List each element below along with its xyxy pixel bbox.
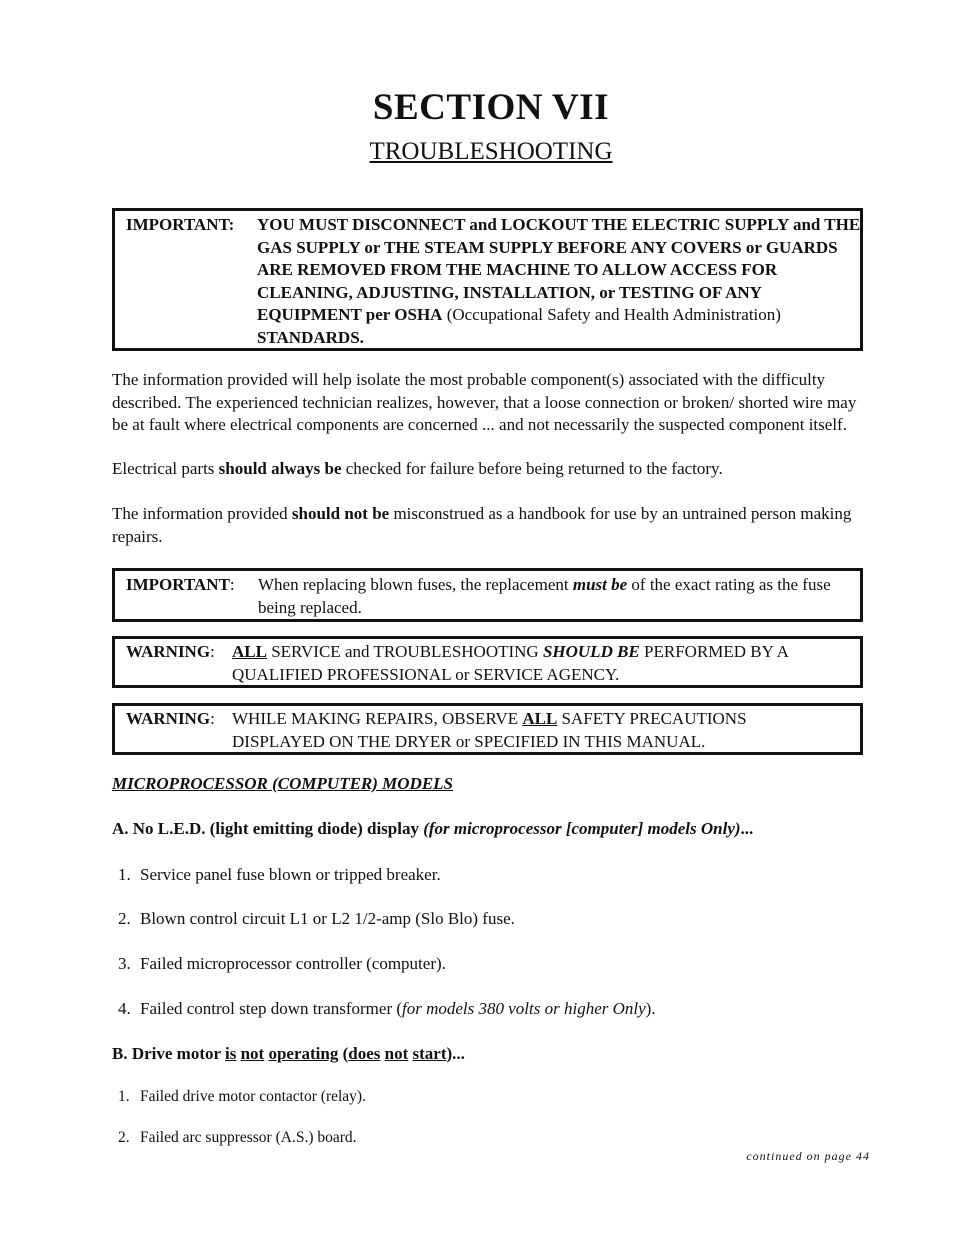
emphasis-text: must be xyxy=(572,575,628,594)
emphasis-text: should not be xyxy=(291,504,390,523)
item-number: 1. xyxy=(118,865,131,884)
text-span: of the exact rating as the fuse being replaced. xyxy=(258,575,831,617)
service-warning-box xyxy=(112,636,863,688)
lockout-warning-text: YOU MUST DISCONNECT and LOCKOUT THE ELECTRIC SUPPLY and THE GAS SUPPLY or THE STEAM SUPPLY BEFORE ANY COVERS or GUARDS ARE REMOVED FROM THE MACHINE TO ALLOW ACCESS FOR CLEANING, ADJUSTING, INSTALLATION, or TESTING OF ANY EQUIPMENT per OSHA xyxy=(257,215,861,324)
emphasis-text: SHOULD BE xyxy=(542,642,640,661)
intro-paragraph: The information provided will help isolate the most probable component(s) associated with the difficulty described. The experienced technician realizes, however, that a loose connection or broken/ shorted wire may be at fault where electrical components are concerned ... and not necessarily the suspected component itself. xyxy=(112,370,857,434)
service-warning-text xyxy=(232,641,862,686)
text-span: PERFORMED BY A QUALIFIED PROFESSIONAL or SERVICE AGENCY. xyxy=(232,642,788,684)
label-colon: : xyxy=(210,642,215,661)
osha-expansion: (Occupational Safety and Health Administration) xyxy=(442,305,781,324)
emphasis-text: for models 380 volts or higher Only xyxy=(402,999,646,1018)
microprocessor-heading: MICROPROCESSOR (COMPUTER) MODELS xyxy=(112,774,454,793)
emphasis-text: (for microprocessor [computer] models Only) xyxy=(423,819,741,838)
standards-text: STANDARDS. xyxy=(257,327,364,347)
section-b-heading xyxy=(112,1043,870,1066)
emphasis-text: does xyxy=(348,1044,381,1063)
list-item xyxy=(118,908,515,930)
text-span: The information provided xyxy=(112,504,292,523)
continued-note: continued on page 44 xyxy=(746,1149,870,1163)
section-title: SECTION VII xyxy=(372,87,610,128)
item-number: 2. xyxy=(118,1129,130,1146)
list-item xyxy=(118,998,656,1020)
list-item xyxy=(118,864,441,886)
label-colon: : xyxy=(210,709,215,728)
emphasis-text: ALL xyxy=(232,642,267,661)
warning-label xyxy=(126,708,215,731)
label-text: WARNING xyxy=(126,709,211,728)
text-span: Electrical parts xyxy=(112,459,219,478)
text-span: B. Drive motor xyxy=(112,1044,225,1063)
important-notice-box xyxy=(112,208,863,351)
warning-label xyxy=(126,641,215,664)
important-notice-text xyxy=(257,214,861,349)
list-item xyxy=(118,1086,366,1108)
page-title: TROUBLESHOOTING xyxy=(369,138,613,165)
emphasis-text: operating xyxy=(268,1044,339,1063)
emphasis-text: is xyxy=(225,1044,237,1063)
text-span: WHILE MAKING REPAIRS, OBSERVE xyxy=(232,709,523,728)
emphasis-text: start xyxy=(412,1044,447,1063)
text-span: )... xyxy=(446,1044,465,1063)
electrical-parts-paragraph xyxy=(112,458,870,481)
item-text: Service panel fuse blown or tripped breaker. xyxy=(140,865,441,884)
list-item xyxy=(118,1127,357,1149)
section-a-heading xyxy=(112,818,870,841)
label-text: IMPORTANT xyxy=(126,575,230,594)
item-number: 4. xyxy=(118,999,131,1018)
safety-warning-box xyxy=(112,703,863,755)
handbook-paragraph xyxy=(112,503,870,548)
text-span: SERVICE and TROUBLESHOOTING xyxy=(266,642,543,661)
text-span: When replacing blown fuses, the replacement xyxy=(258,575,573,594)
emphasis-text: not xyxy=(384,1044,409,1063)
text-span: ( xyxy=(338,1044,349,1063)
label-text: WARNING xyxy=(126,642,211,661)
item-number: 3. xyxy=(118,954,131,973)
fuse-notice-box xyxy=(112,568,863,622)
item-text: Failed control step down transformer ( xyxy=(140,999,403,1018)
important-label: IMPORTANT: xyxy=(126,215,235,234)
emphasis-text: should always be xyxy=(218,459,342,478)
emphasis-text: not xyxy=(240,1044,265,1063)
item-number: 1. xyxy=(118,1088,130,1105)
item-text: Failed arc suppressor (A.S.) board. xyxy=(140,1129,357,1146)
text-span: SAFETY PRECAUTIONS DISPLAYED ON THE DRYER or SPECIFIED IN THIS MANUAL. xyxy=(232,709,747,751)
text-span: ... xyxy=(740,819,754,838)
emphasis-text: ALL xyxy=(522,709,558,728)
item-number: 2. xyxy=(118,909,131,928)
item-text: ). xyxy=(645,999,656,1018)
item-text: Failed microprocessor controller (computer). xyxy=(140,954,446,973)
safety-warning-text xyxy=(232,708,832,753)
text-span: checked for failure before being returned to the factory. xyxy=(341,459,723,478)
item-text: Blown control circuit L1 or L2 1/2-amp (Slo Blo) fuse. xyxy=(140,909,515,928)
item-text: Failed drive motor contactor (relay). xyxy=(140,1088,366,1105)
text-span: A. No L.E.D. (light emitting diode) display xyxy=(112,819,424,838)
important-label xyxy=(126,574,235,597)
label-colon: : xyxy=(229,575,235,594)
fuse-notice-text xyxy=(258,574,858,619)
text-span: misconstrued as a handbook for use by an untrained person making repairs. xyxy=(112,504,852,546)
list-item xyxy=(118,953,446,975)
